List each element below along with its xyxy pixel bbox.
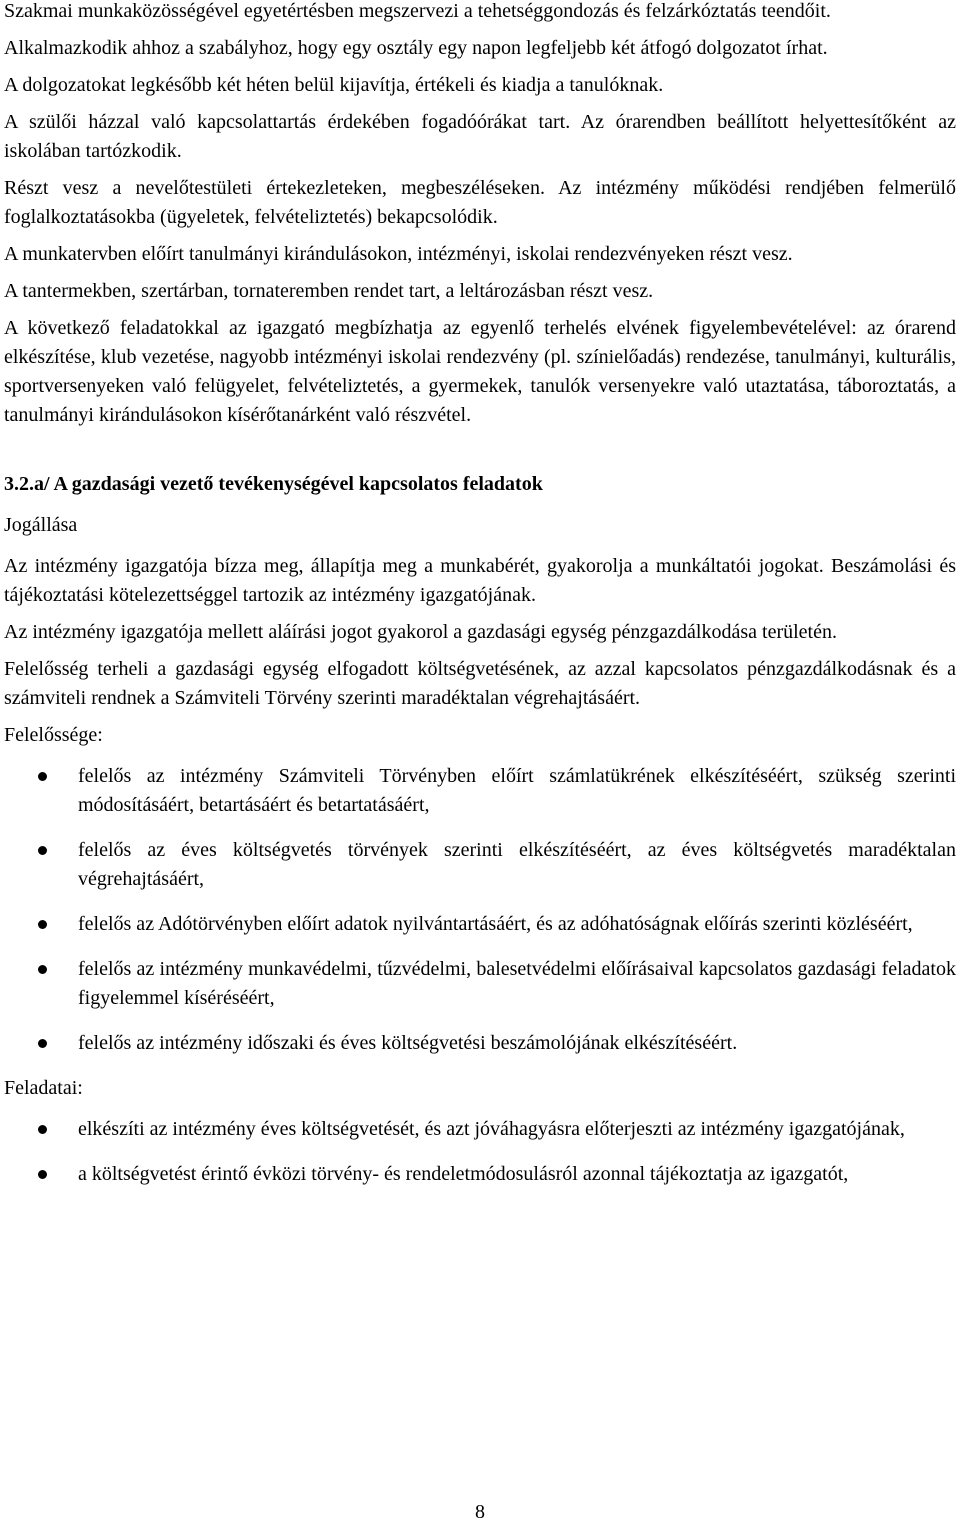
section-heading: 3.2.a/ A gazdasági vezető tevékenységével kapcsolatos feladatok [4, 473, 543, 495]
list-item [4, 910, 956, 939]
paragraph: A munkatervben előírt tanulmányi kirándulásokon, intézményi, iskolai rendezvényeken részt vesz. [4, 243, 793, 265]
bullet-icon [38, 920, 47, 929]
list-item-text: felelős az Adótörvényben előírt adatok nyilvántartásáért, és az adóhatóságnak előírás szerinti közléséért, [78, 913, 913, 935]
list-item-text: felelős az éves költségvetés törvények szerinti elkészítéséért, az éves költségvetés maradéktalan végrehajtásáért, [78, 839, 956, 890]
paragraph: A tantermekben, szertárban, tornateremben rendet tart, a leltározásban részt vesz. [4, 280, 654, 302]
bullet-icon [38, 1170, 47, 1179]
list-item-text: felelős az intézmény időszaki és éves költségvetési beszámolójának elkészítéséért. [78, 1032, 738, 1054]
paragraph: A szülői házzal való kapcsolattartás érdekében fogadóórákat tart. Az órarendben beállított helyettesítőként az iskolában tartózkodik. [4, 111, 956, 162]
list-item-text: elkészíti az intézmény éves költségvetését, és azt jóváhagyásra előterjeszti az intézmény igazgatójának, [78, 1118, 905, 1140]
list-item [4, 1115, 956, 1144]
list-item-text: felelős az intézmény Számviteli Törvényben előírt számlatükrének elkészítéséért, szükség szerinti módosításáért, betartásáért és betartatásáért, [78, 765, 956, 816]
list-item [4, 955, 956, 1013]
bullet-icon [38, 846, 47, 855]
paragraph: Alkalmazkodik ahhoz a szabályhoz, hogy egy osztály egy napon legfeljebb két átfogó dolgozatot írhat. [4, 37, 828, 59]
list-item [4, 762, 956, 820]
paragraph: Szakmai munkaközösségével egyetértésben megszervezi a tehetséggondozás és felzárkóztatás teendőit. [4, 0, 831, 22]
section-subheading: Jogállása [4, 514, 78, 536]
bullet-icon [38, 1125, 47, 1134]
paragraph: Az intézmény igazgatója bízza meg, állapítja meg a munkabérét, gyakorolja a munkáltatói jogokat. Beszámolási és tájékoztatási kötelezettséggel tartozik az intézmény igazgatójának. [4, 555, 956, 606]
paragraph: A dolgozatokat legkésőbb két héten belül kijavítja, értékeli és kiadja a tanulóknak. [4, 74, 664, 96]
list-item-text: felelős az intézmény munkavédelmi, tűzvédelmi, balesetvédelmi előírásaival kapcsolatos gazdasági feladatok figyelemmel kíséréséért, [78, 958, 956, 1009]
paragraph: Részt vesz a nevelőtestületi értekezleteken, megbeszéléseken. Az intézmény működési rendjében felmerülő foglalkoztatásokba (ügyeletek, felvételiztetés) bekapcsolódik. [4, 177, 956, 228]
list-item [4, 1029, 956, 1058]
tasks-list [4, 1115, 956, 1189]
paragraph: Felelősség terheli a gazdasági egység elfogadott költségvetésének, az azzal kapcsolatos pénzgazdálkodásnak és a számviteli rendnek a Számviteli Törvény szerinti maradéktalan végrehajtásáért. [4, 658, 956, 709]
bullet-icon [38, 1039, 47, 1048]
responsibility-label: Felelőssége: [4, 724, 103, 746]
paragraph: Az intézmény igazgatója mellett aláírási jogot gyakorol a gazdasági egység pénzgazdálkodása területén. [4, 621, 837, 643]
bullet-icon [38, 965, 47, 974]
list-item-text: a költségvetést érintő évközi törvény- és rendeletmódosulásról azonnal tájékoztatja az igazgatót, [78, 1163, 849, 1185]
paragraph: A következő feladatokkal az igazgató megbízhatja az egyenlő terhelés elvének figyelembevételével: az órarend elkészítése, klub vezetése, nagyobb intézményi iskolai rendezvény (pl. színielőadás) rendezése, tanulmányi, kulturális, sportversenyeken való felügyelet, felvételiztetés, a gyermekek, tanulók versenyekre való utaztatása, táboroztatás, a tanulmányi kirándulásokon kísérőtanárként való részvétel. [4, 317, 956, 426]
tasks-label: Feladatai: [4, 1077, 83, 1099]
responsibility-list [4, 762, 956, 1058]
page-number: 8 [475, 1501, 485, 1523]
document-page [4, 0, 956, 1205]
bullet-icon [38, 772, 47, 781]
list-item [4, 836, 956, 894]
list-item [4, 1160, 956, 1189]
